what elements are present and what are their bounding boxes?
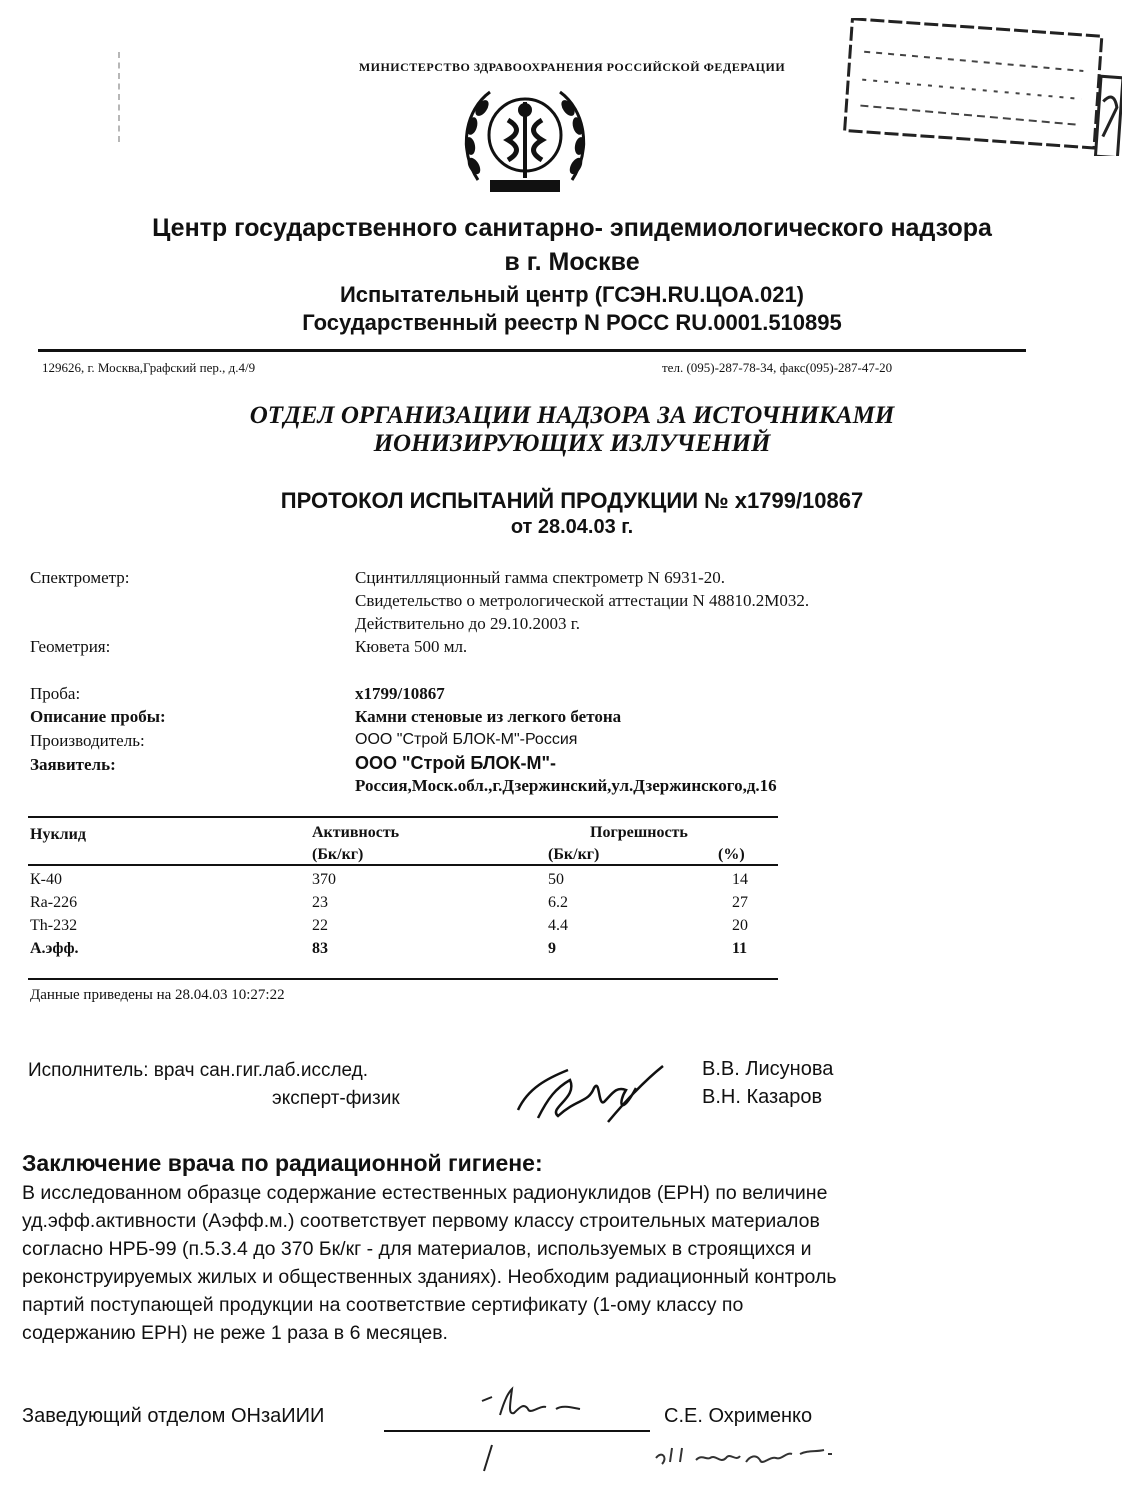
head-label: Заведующий отделом ОНзаИИИ: [22, 1405, 325, 1427]
header-error-pct: (%): [718, 846, 745, 863]
cell-activity: 22: [312, 917, 328, 934]
geometry-label: Геометрия:: [30, 637, 111, 656]
sample-label: Проба:: [30, 684, 81, 703]
geometry-value: Кювета 500 мл.: [355, 637, 468, 656]
handwritten-note: [650, 1436, 870, 1476]
cell-error: 4.4: [548, 917, 568, 934]
conclusion-line: согласно НРБ-99 (п.5.3.4 до 370 Бк/кг - для материалов, используемых в строящихся и: [22, 1238, 812, 1260]
conclusion-line: содержанию ЕРН) не реже 1 раза в 6 месяцев.: [22, 1322, 448, 1344]
table-header-rule: [28, 864, 778, 866]
data-timestamp: Данные приведены на 28.04.03 10:27:22: [30, 987, 285, 1003]
spectrometer-value-2: Свидетельство о метрологической аттестации N 48810.2М032.: [355, 591, 810, 610]
applicant-value-1: ООО "Строй БЛОК-М"-: [355, 753, 557, 773]
table-top-rule: [28, 816, 778, 818]
conclusion-line: уд.эфф.активности (Аэфф.м.) соответствует первому классу строительных материалов: [22, 1210, 820, 1232]
applicant-label: Заявитель:: [30, 755, 116, 774]
spectrometer-value-1: Сцинтилляционный гамма спектрометр N 6931-20.: [355, 568, 725, 587]
center-name-line2: в г. Москве: [504, 248, 640, 276]
cell-pct: 11: [732, 940, 748, 957]
cell-pct: 20: [732, 917, 748, 934]
header-activity-unit: (Бк/кг): [312, 846, 364, 863]
header-activity: Активность: [312, 824, 400, 841]
table-bottom-rule: [28, 978, 778, 980]
executor-role-2: эксперт-физик: [272, 1088, 400, 1109]
executor-signature: [508, 1058, 668, 1128]
head-name: С.Е. Охрименко: [664, 1405, 813, 1427]
spectrometer-value-3: Действительно до 29.10.2003 г.: [355, 614, 581, 633]
ministry-emblem: [460, 80, 590, 200]
protocol-title: ПРОТОКОЛ ИСПЫТАНИЙ ПРОДУКЦИИ № х1799/10867: [280, 488, 864, 513]
header-error: Погрешность: [590, 824, 688, 841]
cell-error: 50: [548, 871, 564, 888]
header-nuclide: Нуклид: [30, 826, 86, 843]
cell-nuclide: Th-232: [30, 917, 78, 934]
cell-activity: 23: [312, 894, 328, 911]
testing-center: Испытательный центр (ГСЭН.RU.ЦОА.021): [339, 282, 805, 307]
cell-error: 9: [548, 940, 556, 957]
registration-stamp: [842, 18, 1122, 156]
cell-nuclide: К-40: [30, 871, 62, 888]
address: 129626, г. Москва,Графский пер., д.4/9: [42, 360, 256, 375]
cell-nuclide: Ra-226: [30, 894, 78, 911]
description-label: Описание пробы:: [30, 707, 166, 726]
cell-pct: 27: [732, 894, 748, 911]
applicant-value-2: Россия,Моск.обл.,г.Дзержинский,ул.Дзержинского,д.16: [355, 776, 777, 795]
conclusion-line: партий поступающей продукции на соответствие сертификату (1-ому классу по: [22, 1294, 744, 1316]
cell-pct: 14: [732, 871, 748, 888]
description-value: Камни стеновые из легкого бетона: [355, 707, 622, 726]
executor-name-2: В.Н. Казаров: [702, 1086, 823, 1108]
executor-name-1: В.В. Лисунова: [702, 1058, 834, 1080]
ministry-name: МИНИСТЕРСТВО ЗДРАВООХРАНЕНИЯ РОССИЙСКОЙ ФЕДЕРАЦИИ: [358, 60, 786, 74]
protocol-date: от 28.04.03 г.: [510, 516, 634, 538]
center-name-line1: Центр государственного санитарно- эпидемиологического надзора: [152, 214, 992, 242]
conclusion-line: В исследованном образце содержание естественных радионуклидов (ЕРН) по величине: [22, 1182, 828, 1204]
cell-activity: 370: [312, 871, 336, 888]
head-signature: [470, 1385, 600, 1475]
manufacturer-label: Производитель:: [30, 731, 145, 750]
cell-error: 6.2: [548, 894, 568, 911]
conclusion-title: Заключение врача по радиационной гигиене:: [22, 1150, 543, 1176]
header-rule: [38, 349, 1026, 352]
conclusion-line: реконструируемых жилых и общественных зданиях). Необходим радиационный контроль: [22, 1266, 837, 1288]
department-line2: ИОНИЗИРУЮЩИХ ИЗЛУЧЕНИЙ: [373, 430, 771, 457]
cell-activity: 83: [312, 940, 328, 957]
cell-nuclide: А.эфф.: [30, 940, 79, 957]
executor-label: Исполнитель: врач сан.гиг.лаб.исслед.: [28, 1060, 369, 1081]
department-line1: ОТДЕЛ ОРГАНИЗАЦИИ НАДЗОРА ЗА ИСТОЧНИКАМИ: [249, 402, 895, 429]
spectrometer-label: Спектрометр:: [30, 568, 130, 587]
sample-value: х1799/10867: [355, 684, 445, 703]
header-error-abs: (Бк/кг): [548, 846, 600, 863]
state-registry: Государственный реестр N РОСС RU.0001.510895: [302, 310, 842, 335]
manufacturer-value: ООО "Строй БЛОК-М"-Россия: [355, 731, 578, 748]
phones: тел. (095)-287-78-34, факс(095)-287-47-20: [662, 360, 893, 375]
